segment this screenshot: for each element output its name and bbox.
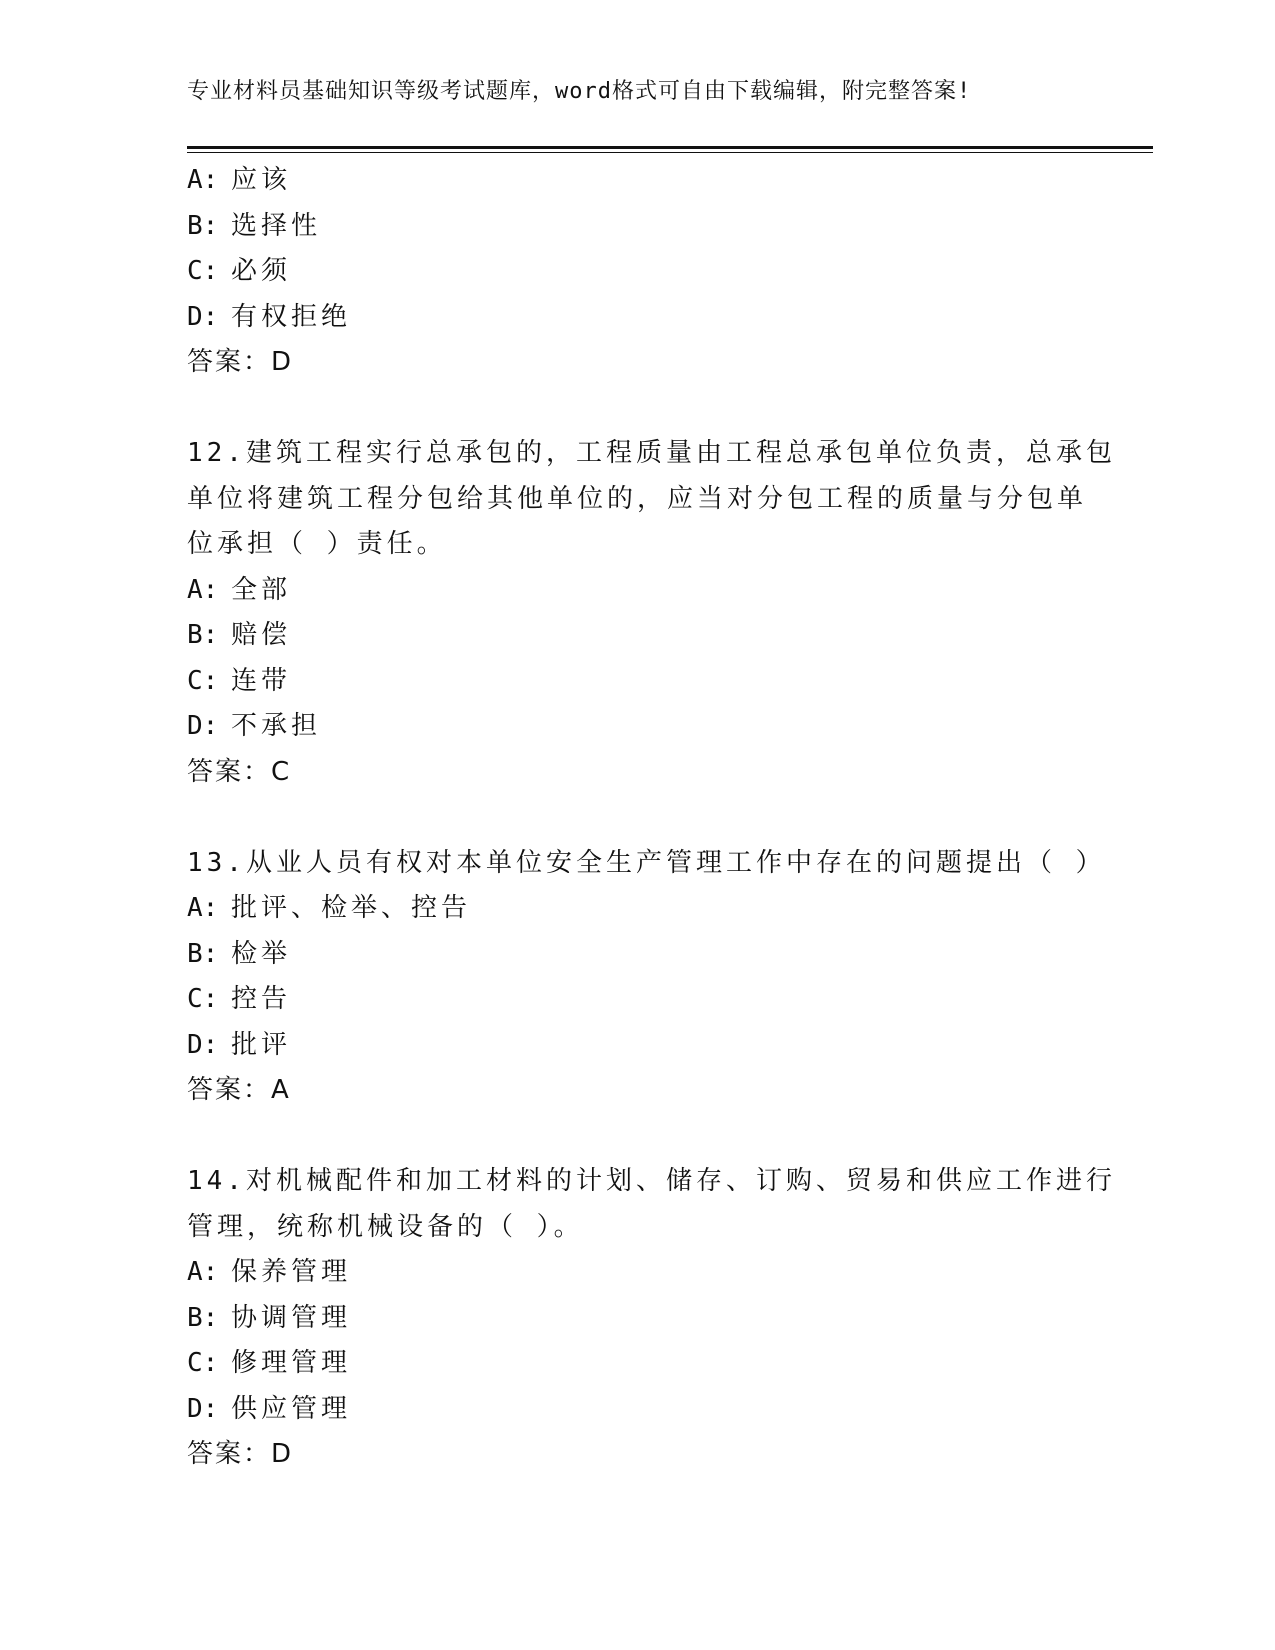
option-b bbox=[187, 204, 1087, 250]
option-letter: D: bbox=[187, 711, 219, 741]
option-text: 必须 bbox=[231, 256, 292, 286]
option-c bbox=[187, 977, 1087, 1023]
option-text: 全部 bbox=[231, 574, 292, 605]
option-letter: B: bbox=[187, 938, 219, 969]
option-letter: B: bbox=[187, 210, 219, 241]
prev-question bbox=[187, 158, 1087, 386]
option-text: 供应管理 bbox=[231, 1393, 352, 1424]
option-letter: D: bbox=[187, 301, 219, 332]
option-text: 保养管理 bbox=[231, 1257, 352, 1287]
answer-line: 答案：A bbox=[187, 1075, 291, 1105]
question-14 bbox=[187, 1159, 1116, 1478]
option-text: 协调管理 bbox=[231, 1302, 352, 1333]
option-text: 修理管理 bbox=[231, 1348, 352, 1378]
answer-line: 答案：D bbox=[187, 1439, 294, 1469]
spacer bbox=[187, 795, 1087, 841]
header-rule-thin bbox=[187, 152, 1153, 153]
option-letter: C: bbox=[187, 1348, 219, 1378]
question-stem-line: 管理，统称机械设备的（ ）。 bbox=[187, 1211, 584, 1242]
answer-line: 答案：C bbox=[187, 756, 292, 787]
option-c bbox=[187, 1341, 1087, 1387]
option-text: 选择性 bbox=[231, 210, 322, 241]
option-letter: A: bbox=[187, 165, 219, 195]
option-b bbox=[187, 1296, 1087, 1342]
option-c bbox=[187, 249, 1087, 295]
option-a bbox=[187, 568, 1087, 614]
question-13 bbox=[187, 841, 1106, 1114]
option-text: 批评 bbox=[231, 1029, 292, 1060]
option-letter: C: bbox=[187, 665, 219, 696]
option-letter: C: bbox=[187, 984, 219, 1014]
option-text: 应该 bbox=[231, 165, 292, 195]
option-d bbox=[187, 1387, 1087, 1433]
option-b bbox=[187, 932, 1087, 978]
question-content bbox=[187, 158, 1116, 1478]
option-letter: C: bbox=[187, 256, 219, 286]
question-12 bbox=[187, 431, 1116, 795]
option-letter: A: bbox=[187, 1257, 219, 1287]
spacer bbox=[187, 386, 1087, 432]
option-text: 连带 bbox=[231, 665, 292, 696]
option-text: 不承担 bbox=[231, 711, 322, 741]
option-letter: A: bbox=[187, 893, 219, 923]
option-letter: A: bbox=[187, 574, 219, 605]
option-text: 检举 bbox=[231, 938, 292, 969]
question-stem-line: 12.建筑工程实行总承包的，工程质量由工程总承包单位负责，总承包 bbox=[187, 438, 1116, 468]
question-stem-line: 13.从业人员有权对本单位安全生产管理工作中存在的问题提出（ ） bbox=[187, 847, 1106, 878]
option-letter: D: bbox=[187, 1393, 219, 1424]
option-d bbox=[187, 704, 1087, 750]
option-text: 控告 bbox=[231, 984, 292, 1014]
option-d bbox=[187, 295, 1087, 341]
option-text: 批评、检举、控告 bbox=[231, 893, 472, 923]
option-letter: D: bbox=[187, 1029, 219, 1060]
question-stem-line: 位承担（ ）责任。 bbox=[187, 529, 447, 559]
option-a bbox=[187, 1250, 1087, 1296]
option-a bbox=[187, 886, 1087, 932]
option-text: 赔偿 bbox=[231, 620, 292, 650]
option-a bbox=[187, 158, 1087, 204]
option-d bbox=[187, 1023, 1087, 1069]
option-letter: B: bbox=[187, 620, 219, 650]
page-header: 专业材料员基础知识等级考试题库，word格式可自由下载编辑，附完整答案! bbox=[187, 79, 972, 104]
option-letter: B: bbox=[187, 1302, 219, 1333]
question-stem-line: 14.对机械配件和加工材料的计划、储存、订购、贸易和供应工作进行 bbox=[187, 1166, 1116, 1196]
question-stem-line: 单位将建筑工程分包给其他单位的，应当对分包工程的质量与分包单 bbox=[187, 483, 1088, 514]
header-rule-thick bbox=[187, 146, 1153, 149]
answer-line: 答案：D bbox=[187, 347, 294, 377]
option-c bbox=[187, 659, 1087, 705]
spacer bbox=[187, 1114, 1087, 1160]
option-text: 有权拒绝 bbox=[231, 301, 352, 332]
option-b bbox=[187, 613, 1087, 659]
